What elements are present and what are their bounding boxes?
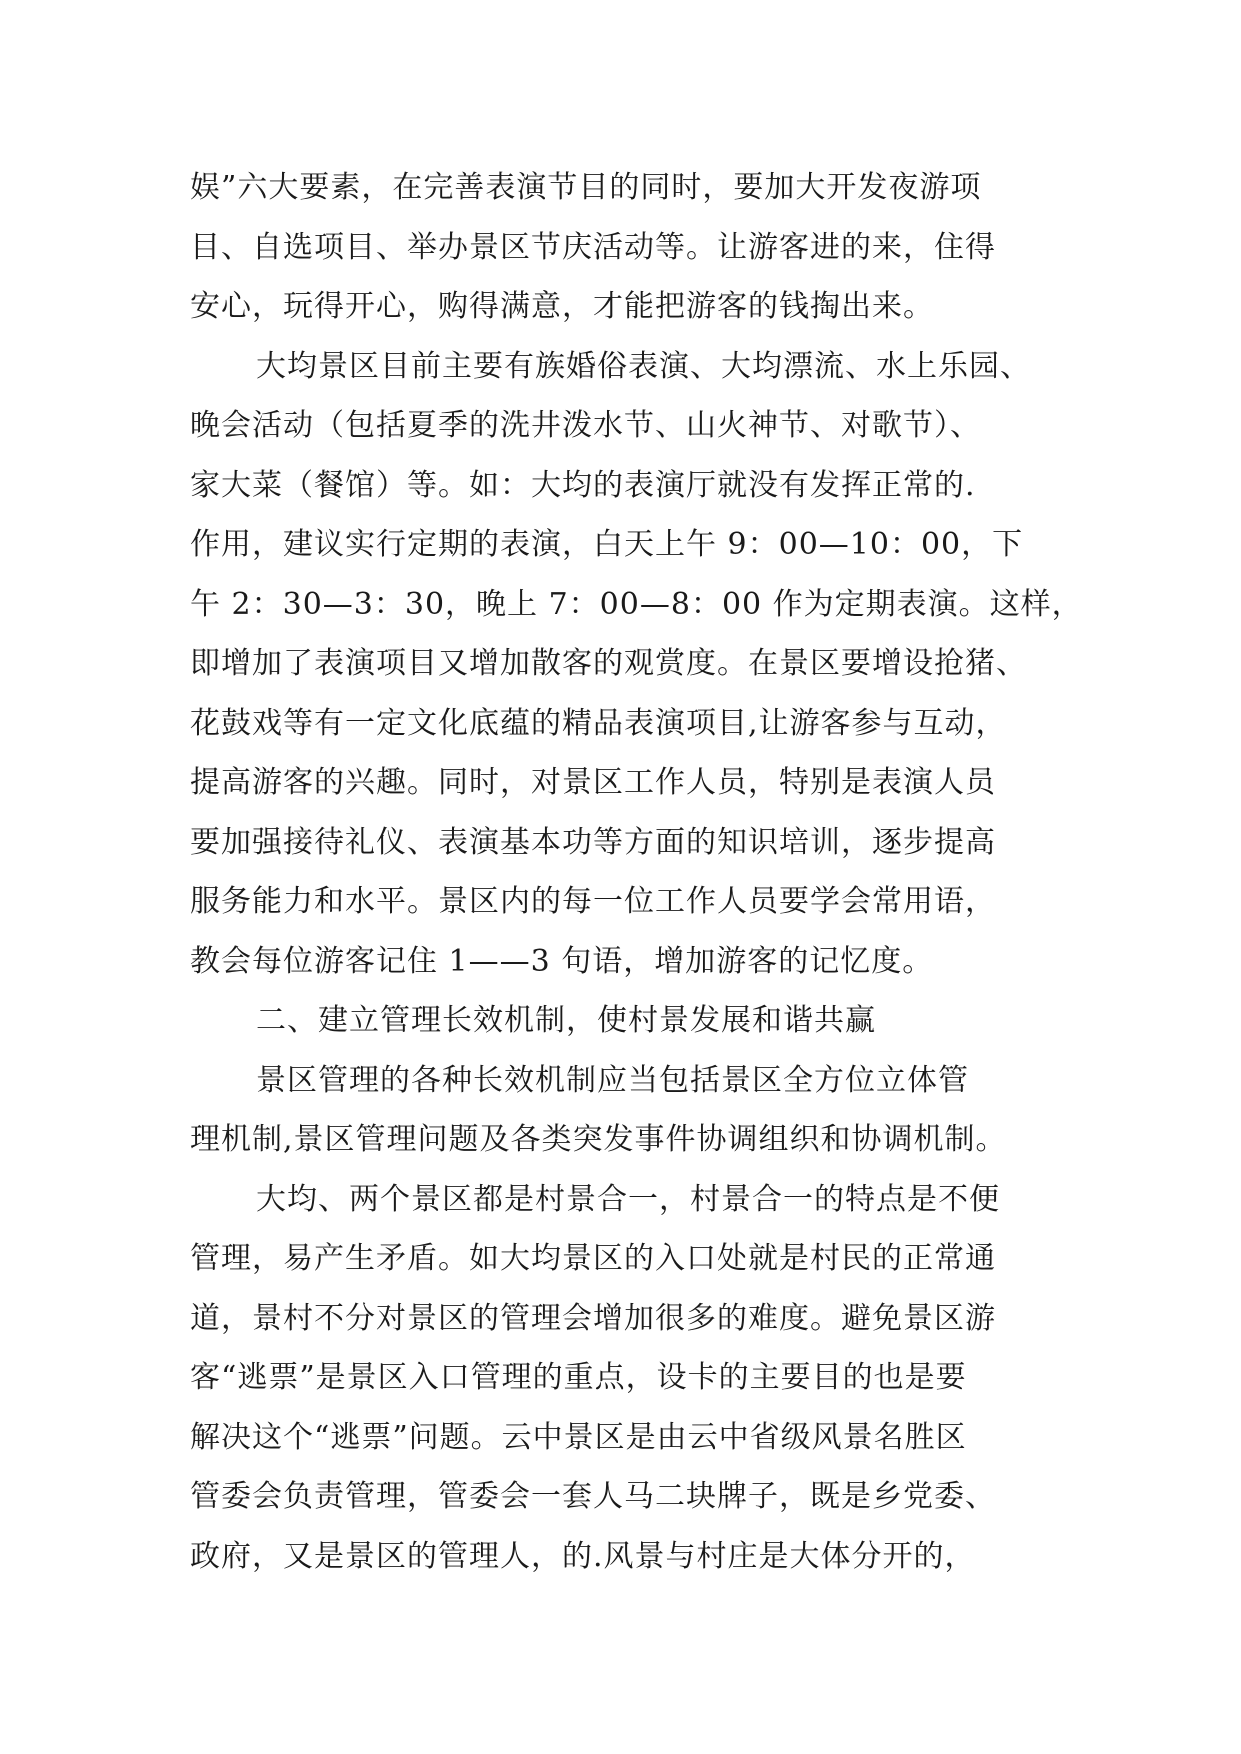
text-line: 花鼓戏等有一定文化底蕴的精品表演项目,让游客参与互动， [190,705,1007,741]
text-line: 即增加了表演项目又增加散客的观赏度。在景区要增设抢猪、 [190,646,1027,681]
paragraph-first-line: 景区管理的各种长效机制应当包括景区全方位立体管 [256,1062,969,1098]
text-line: 管委会负责管理，管委会一套人马二块牌子，既是乡党委、 [190,1479,996,1514]
text-line: 客“逃票”是景区入口管理的重点，设卡的主要目的也是要 [190,1360,967,1395]
paragraph-first-line: 大均、两个景区都是村景合一，村景合一的特点是不便 [256,1181,1000,1217]
text-line: 管理，易产生矛盾。如大均景区的入口处就是村民的正常通 [190,1241,996,1276]
text-line: 教会每位游客记住 1——3 句语，增加游客的记忆度。 [190,943,934,979]
text-line: 午 2：30—3：30，晚上 7：00—8：00 作为定期表演。这样， [190,586,1083,622]
text-line: 晚会活动（包括夏季的洗井泼水节、山火神节、对歌节）、 [190,408,981,443]
document-body [190,158,1083,1586]
text-line: 提高游客的兴趣。同时，对景区工作人员，特别是表演人员 [190,765,996,800]
paragraph-first-line: 大均景区目前主要有族婚俗表演、大均漂流、水上乐园、 [256,348,1031,384]
text-line: 服务能力和水平。景区内的每一位工作人员要学会常用语， [190,884,996,919]
text-line: 作用，建议实行定期的表演，白天上午 9：00—10：00，下 [190,527,1024,562]
text-line: 解决这个“逃票”问题。云中景区是由云中省级风景名胜区 [190,1419,967,1455]
text-line: 要加强接待礼仪、表演基本功等方面的知识培训，逐步提高 [190,824,996,860]
text-line: 理机制,景区管理问题及各类突发事件协调组织和协调机制。 [190,1122,1007,1157]
section-heading: 二、建立管理长效机制，使村景发展和谐共赢 [256,1003,876,1038]
text-line: 娱”六大要素，在完善表演节目的同时，要加大开发夜游项 [190,170,982,205]
text-line: 安心，玩得开心，购得满意，才能把游客的钱掏出来。 [190,289,934,324]
text-line: 家大菜（餐馆）等。如：大均的表演厅就没有发挥正常的. [190,467,976,503]
text-line: 政府，又是景区的管理人，的.风景与村庄是大体分开的， [190,1538,976,1574]
text-line: 目、自选项目、举办景区节庆活动等。让游客进的来，住得 [190,229,996,265]
text-line: 道，景村不分对景区的管理会增加很多的难度。避免景区游 [190,1300,996,1336]
